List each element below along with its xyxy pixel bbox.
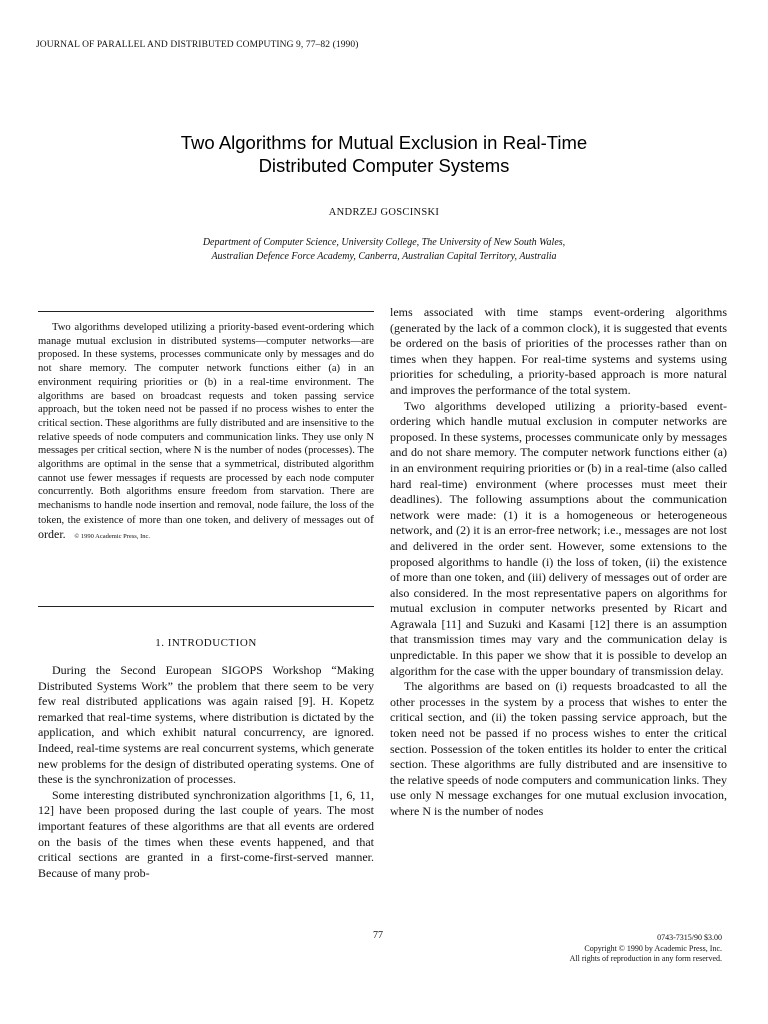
left-column	[38, 663, 374, 881]
abstract-top-rule	[38, 311, 374, 312]
right-column	[390, 305, 727, 820]
paper-title	[0, 131, 768, 177]
abstract-text: Two algorithms developed utilizing a priority-based event-ordering which manage mutual exclusion in distributed systems—computer networks—are proposed. In these systems, processes communicate only by messages and do not share memory. The computer network functions either (a) in an environment requiring priorities or (b) in a real-time environment. The algorithms are based on broadcast requests and token passing service approach, but the token need not be passed if no process wishes to enter the critical section. These algorithms are fully distributed and are insensitive to the relative speeds of node computers and communication links. They use only N messages per critical section, where N is the number of nodes (processes). The algorithms are optimal in the sense that a symmetrical, distributed algorithm cannot use fewer messages if requests are processed by each node computer concurrently. Both algorithms ensure freedom from starvation. There are mechanisms to handle node insertion and removal, node failure, the loss of the token, the existence of more than one token, and delivery of messages out	[38, 322, 374, 526]
title-line-1: Two Algorithms for Mutual Exclusion in Real-Time	[180, 132, 588, 153]
footer-line-1: 0743-7315/90 $3.00	[657, 933, 722, 942]
affiliation-line-1: Department of Computer Science, University College, The University of New South Wales,	[202, 237, 566, 248]
copyright-footer	[570, 933, 722, 965]
right-paragraph-3: The algorithms are based on (i) requests broadcasted to all the other processes in the system by a process that wishes to enter the critical section, and (ii) the token passing service approach, but the token need not be passed if no process wishes to enter the critical section. Possession of the token entitles its holder to enter the critical section. These algorithms are fully distributed and are insensitive to the relative speeds of node computers and communication links. They use only N message exchanges for one mutual exclusion invocation, where N is the number of nodes	[390, 679, 727, 818]
section-heading: 1. INTRODUCTION	[155, 637, 257, 649]
abstract-copyright: © 1990 Academic Press, Inc.	[74, 532, 151, 540]
left-paragraph-2: Some interesting distributed synchronization algorithms [1, 6, 11, 12] have been proposed during the last couple of years. The most important features of these algorithms are that all events are ordered on the basis of the times when these events happened, and that critical sections are granted in a first-come-first-served manner. Because of many prob-	[38, 787, 374, 880]
journal-header: JOURNAL OF PARALLEL AND DISTRIBUTED COMPUTING 9, 77–82 (1990)	[36, 40, 359, 50]
abstract-bottom-rule	[38, 606, 374, 607]
footer-line-3: All rights of reproduction in any form reserved.	[569, 954, 722, 963]
right-paragraph-2: Two algorithms developed utilizing a priority-based event-ordering which handle mutual exclusion in computer networks are proposed. In these systems, processes communicate only by messages and do not share memory. The computer network functions either (a) in an environment requiring priorities or (b) in a real-time (also called hard real-time) environment (where processes must meet their deadlines). The following assumptions about the communication network were made: (1) it is a homogeneous or heterogeneous network, and (2) it is an error-free network; i.e., messages are not lost and delivered in the order sent. However, some extensions to the proposed algorithms to handle (i) the loss of token, (ii) the existence of more than one token, and (iii) delivery of messages out of order are also considered. In the most representative papers on algorithms for mutual exclusion in computer networks presented by Ricart and Agrawala [11] and Suzuki and Kasami [12] there is an assumption that transmission times may vary and the communication delay is unpredictable. In this paper we show that it is possible to develop an algorithm for the case with the upper boundary of transmission delay.	[390, 398, 727, 678]
left-paragraph-1: During the Second European SIGOPS Workshop “Making Distributed Systems Work” the problem that there seem to be very few real distributed applications was again raised [9]. H. Kopetz remarked that real-time systems, where distribution is dictated by the application, and which exhibit natural concurrency, are ignored. Indeed, real-time systems are real concurrent systems, which generate new problems for the design of distributed operating systems. One of these is the synchronization of processes.	[38, 663, 374, 787]
right-paragraph-1: lems associated with time stamps event-ordering algorithms (generated by the lack of a common clock), it is suggested that events be ordered on the basis of priorities of the processes rather than on times when they happen. For real-time systems and systems using priorities for scheduling, a priority-based approach is more natural and improves the performance of the total system.	[390, 305, 727, 397]
abstract	[38, 321, 374, 543]
affiliation-line-2: Australian Defence Force Academy, Canberra, Australian Capital Territory, Australia	[211, 251, 557, 262]
title-line-2: Distributed Computer Systems	[258, 155, 510, 176]
affiliation	[0, 236, 768, 264]
footer-line-2: Copyright © 1990 by Academic Press, Inc.	[584, 943, 722, 953]
abstract-end: of order.	[38, 511, 374, 541]
page-number: 77	[373, 930, 383, 941]
author-name: ANDRZEJ GOSCINSKI	[328, 207, 440, 218]
